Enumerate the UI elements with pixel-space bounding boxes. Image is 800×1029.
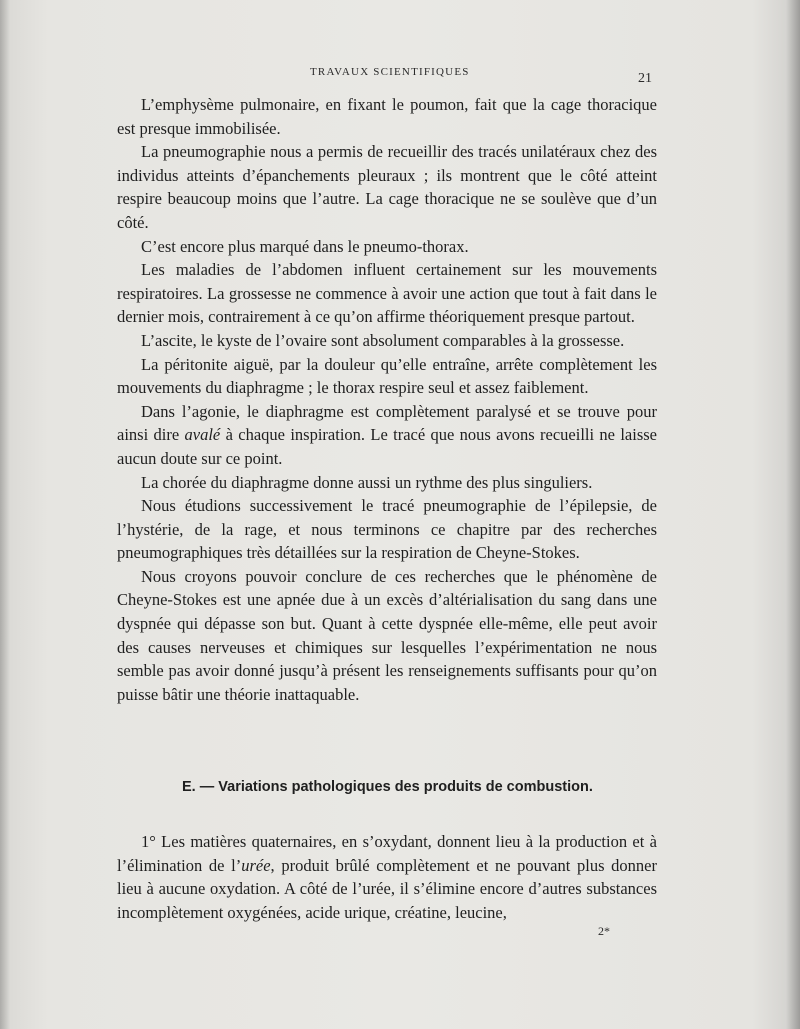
paragraph-cheyne-stokes: Nous croyons pouvoir conclure de ces recherches que le phénomène de Cheyne-Stokes est une apnée due à un excès d’altérialisation du sang dans une dyspnée qui dépasse son but. Quant à cette dyspnée elle-même, elle peut avoir des causes nerveuses et chimiques sur lesquelles l’expérimentation ne nous semble pas avoir donné jusqu’à présent les renseignements suffisants pour qu’on puisse bâtir une théorie inattaquable. [117,566,657,704]
section-text-block [117,830,657,924]
paragraph-abdomen: Les maladies de l’abdomen influent certainement sur les mouvements respiratoires. La grossesse ne commence à avoir une action que tout à fait dans le dernier mois, contrairement à ce qu’on affirme théoriquement presque partout. [117,260,657,327]
agonie-italic-word: avalé [184,425,221,445]
paragraph-pneumothorax: C’est encore plus marqué dans le pneumo-thorax. [141,236,469,256]
agonie-text-after: à chaque inspiration. Le tracé que nous avons recueilli ne laisse aucun doute sur ce point. [117,425,657,468]
paragraph-agonie [117,400,657,471]
paragraph-emphyseme: L’emphysème pulmonaire, en fixant le poumon, fait que la cage thoracique est presque immobilisée. [117,95,657,138]
page-right-shadow [786,0,800,1029]
paragraph-pneumographie: La pneumographie nous a permis de recueillir des tracés unilatéraux chez des individus atteints d’épanchements pleuraux ; ils montrent que le côté atteint respire beaucoup moins que l’autre. La cage thoracique ne se soulève que d’un côté. [117,142,657,232]
main-text-block [117,93,657,706]
last-italic-word: urée [241,855,271,875]
signature-mark: 2* [598,924,610,938]
paragraph-ascite: L’ascite, le kyste de l’ovaire sont absolument comparables à la grossesse. [141,330,625,350]
paragraph-peritonite: La péritonite aiguë, par la douleur qu’elle entraîne, arrête complètement les mouvements du diaphragme ; le thorax respire seul et assez faiblement. [117,354,657,398]
section-heading: E. — Variations pathologiques des produits de combustion. [182,779,593,795]
running-title: TRAVAUX SCIENTIFIQUES [310,66,470,78]
page-number: 21 [638,71,652,86]
paragraph-matieres-quaternaires [117,830,657,924]
agonie-text-before: Dans l’agonie, le diaphragme est complètement paralysé et se trouve pour ainsi dire [117,401,657,445]
last-text-after: , produit brûlé complètement et ne pouvant plus donner lieu à aucune oxydation. A côté de l’urée, il s’élimine encore d’autres substances incomplètement oxygénées, acide urique, créatine, leucine, [117,855,657,922]
paragraph-epilepsie: Nous étudions successivement le tracé pneumographie de l’épilepsie, de l’hystérie, de la rage, et nous terminons ce chapitre par des recherches pneumographiques très détaillées sur la respiration de Cheyne-Stokes. [117,496,657,563]
paragraph-choree: La chorée du diaphragme donne aussi un rythme des plus singuliers. [141,472,593,492]
last-text-before: 1° Les matières quaternaires, en s’oxydant, donnent lieu à la production et à l’élimination de l’ [117,832,657,875]
page-left-shadow [0,0,10,1029]
